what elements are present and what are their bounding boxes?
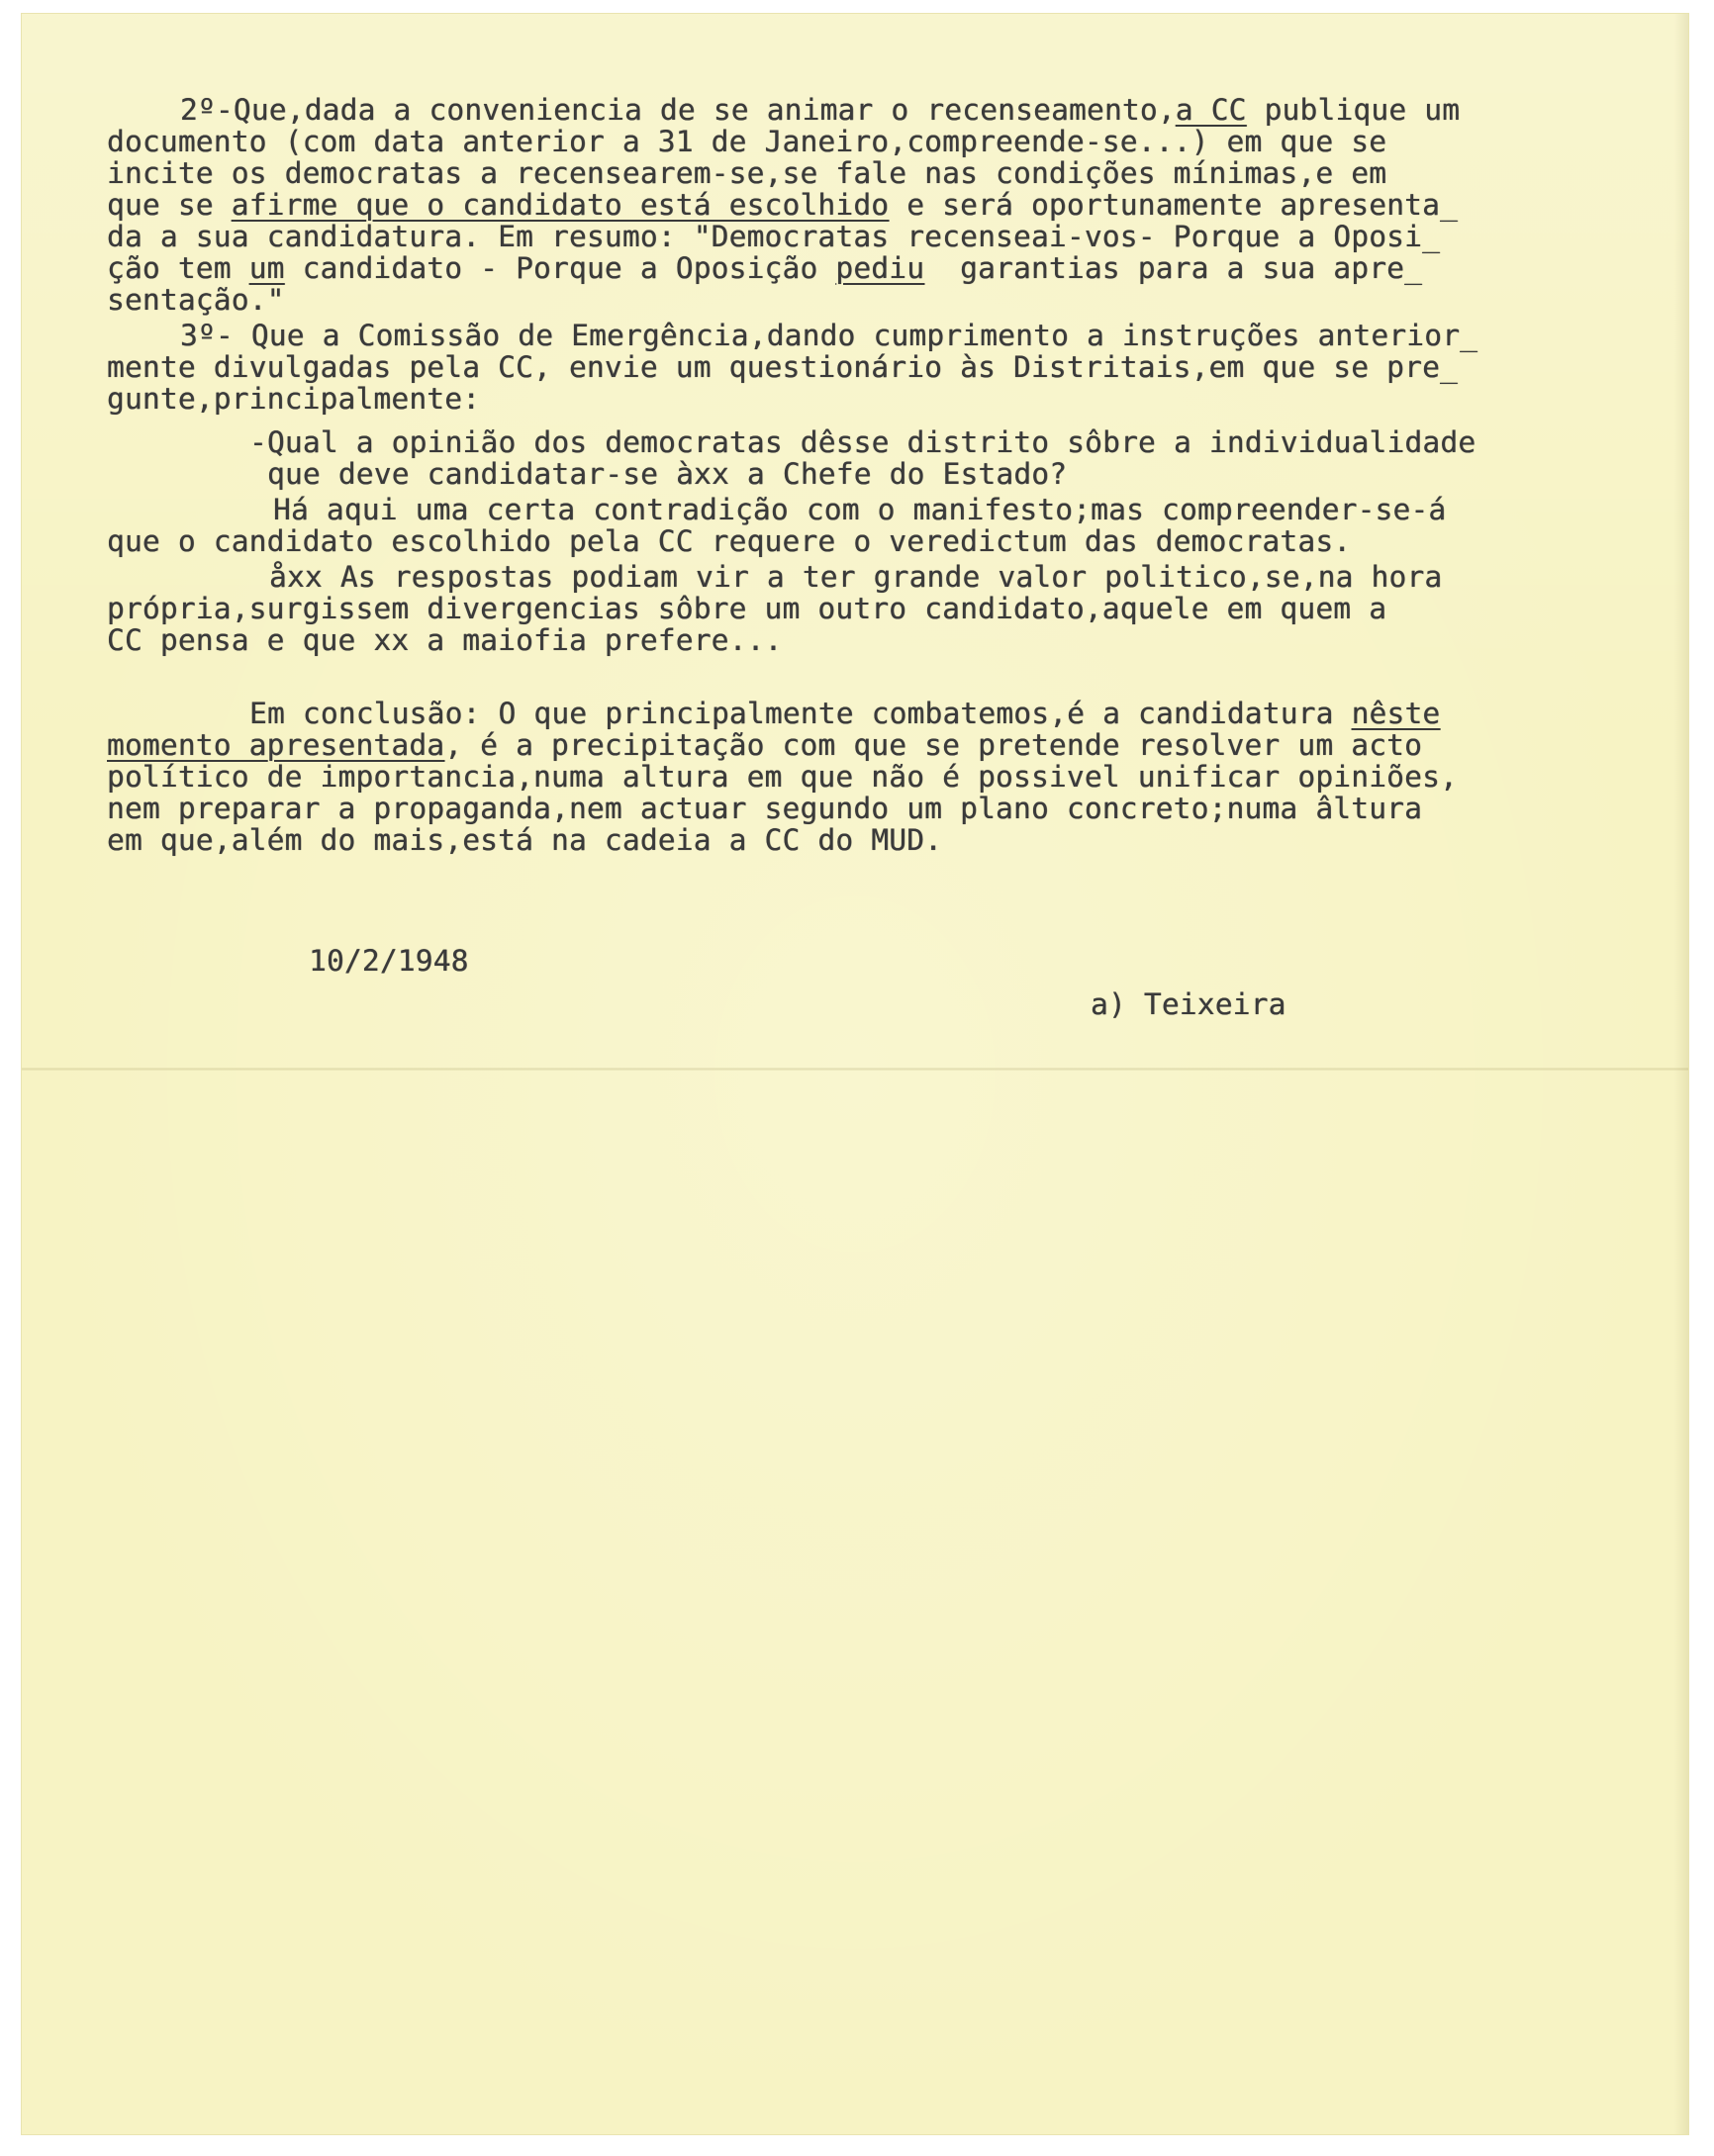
paragraph-3-line-9: própria,surgissem divergencias sôbre um outro candidato,aquele em quem a [107,592,1387,625]
paragraph-2-line-2: documento (com data anterior a 31 de Janeiro,compreende-se...) em que se [107,125,1387,158]
paper-sheet [22,14,1688,2134]
paragraph-3-line-1: 3º- Que a Comissão de Emergência,dando cumprimento a instruções anterior_ [180,319,1478,352]
paper-edge [1674,14,1688,2134]
paragraph-2-line-1: 2º-Que,dada a conveniencia de se animar o recenseamento,a CC publique um [180,93,1461,127]
paragraph-3-line-10: CC pensa e que xx a maiofia prefere... [107,623,783,657]
paragraph-2-line-4: que se afirme que o candidato está escolhido e será oportunamente apresenta_ [107,188,1459,222]
paragraph-2-line-3: incite os democratas a recensearem-se,se fale nas condições mínimas,e em [107,156,1387,190]
typed-text [22,14,1478,1158]
paragraph-2-line-6: ção tem um candidato - Porque a Oposição pediu garantias para a sua apre_ [107,251,1423,285]
conclusion-line-5: em que,além do mais,está na cadeia a CC do MUD. [107,823,943,857]
conclusion-line-3: político de importancia,numa altura em que não é possivel unificar opiniões, [107,760,1458,794]
paragraph-2-line-7: sentação." [107,283,285,317]
signature: a) Teixeira [1091,987,1286,1021]
paragraph-3-question-1: -Qual a opinião dos democratas dêsse distrito sôbre a individualidade [249,425,1476,459]
paragraph-3-question-2: que deve candidatar-se àxx a Chefe do Estado? [267,457,1068,491]
paragraph-3-line-8: åxx As respostas podiam vir a ter grande valor politico,se,na hora [269,560,1443,594]
paper-fold [22,1068,1688,1071]
paragraph-3-line-3: gunte,principalmente: [107,382,481,416]
paragraph-3-line-2: mente divulgadas pela CC, envie um questionário às Distritais,em que se pre_ [107,350,1458,384]
paragraph-2-line-5: da a sua candidatura. Em resumo: "Democratas recenseai-vos- Porque a Oposi_ [107,220,1441,253]
conclusion-line-1: Em conclusão: O que principalmente combatemos,é a candidatura nêste [249,697,1441,730]
conclusion-line-2: momento apresentada, é a precipitação com que se pretende resolver um acto [107,728,1423,762]
paragraph-3-line-7: que o candidato escolhido pela CC requere o veredictum das democratas. [107,524,1352,558]
document-date: 10/2/1948 [309,944,469,978]
conclusion-line-4: nem preparar a propaganda,nem actuar segundo um plano concreto;numa âltura [107,792,1423,825]
paragraph-3-line-6: Há aqui uma certa contradição com o manifesto;mas compreender-se-á [273,493,1447,526]
